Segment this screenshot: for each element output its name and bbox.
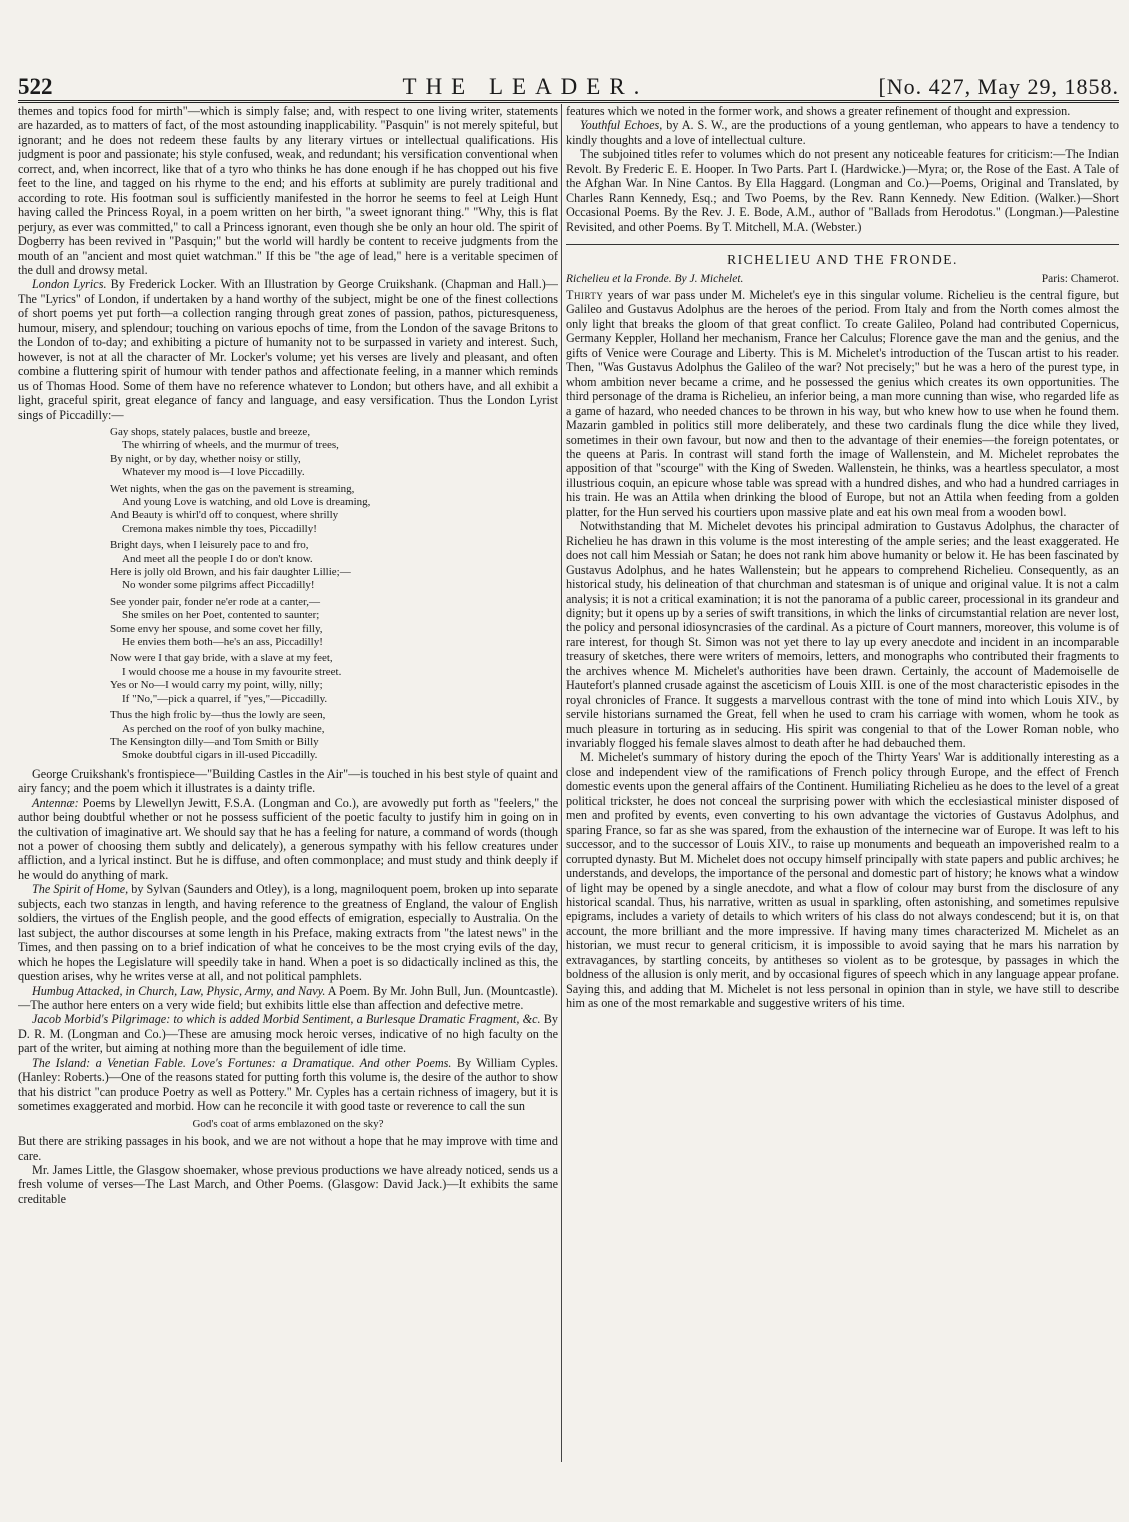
antennae-title: Antennæ:	[32, 795, 79, 810]
antennae-text: Poems by Llewellyn Jewitt, F.S.A. (Longman and Co.), are avowedly put forth as "feelers," the author being doubtful whether or not he possess sufficient of the poetic faculty to justify him in going on in the cultivation of imaginative art. We should say that he has a feeling for nature, a command of words (though not a power of choosing them subtly and delicately), a generous sympathy with his fellow creatures under affliction, and a lyrical instinct. But he is diffuse, and often commonplace; and must study and think deeply if he would do anything of mark.	[18, 795, 558, 882]
spirit-of-home-review	[18, 882, 558, 983]
london-lyrics-review	[18, 277, 558, 422]
poem-line: Some envy her spouse, and some covet her filly,	[110, 622, 323, 635]
james-little-review: Mr. James Little, the Glasgow shoemaker, whose previous productions we have already noticed, sends us a fresh volume of verses—The Last March, and Other Poems. (Glasgow: David Jack.)—It exhibits the same creditable	[18, 1162, 558, 1206]
poem-line: If "No,"—pick a quarrel, if "yes,"—Piccadilly.	[122, 692, 328, 705]
the-island-text: By William Cyples. (Hanley: Roberts.)—One of the reasons stated for putting forth this volume is, the desire of the author to show that his district "can produce Poetry as well as Pottery." Mr. Cyples has a certain richness of imagery, but it is sometimes exaggerated and morbid. How can he reconcile it with good taste or reverence to call the sun	[18, 1055, 558, 1114]
poem-line: Wet nights, when the gas on the pavement is streaming,	[110, 482, 355, 495]
antennae-review	[18, 796, 558, 883]
poem-line: Gay shops, stately palaces, bustle and breeze,	[110, 425, 311, 438]
london-lyrics-text: By Frederick Locker. With an Illustration by George Cruikshank. (Chapman and Hall.)—The "Lyrics" of London, if undertaken by a hand worthy of the subject, might be one of the finest collections of short poems yet put forth—a collection ranging through great zones of passion, pathos, picturesqueness, humour, misery, and splendour; touching on various epochs of time, from the London of the savage Britons to the London of to-day; and exhibiting a picture of humanity not to be surpassed in variety and interest. Such, however, is not at all the character of Mr. Locker's volume; yet his verses are lively and pleasant, and often combine a fluttering spirit of humour with tender pathos and affectionate feeling, in a manner which reminds us of Thomas Hood. Some of them have no reference whatever to London; but others have, and all exhibit a light, graceful spirit, great elegance of fancy and language, and easy versification. Thus the London Lyrist sings of Piccadilly:—	[18, 277, 558, 422]
page-number: 522	[18, 74, 53, 99]
poem-stanza	[110, 709, 558, 763]
poem-stanza	[110, 426, 558, 480]
poem-stanza	[110, 483, 558, 537]
london-lyrics-title: London Lyrics.	[32, 277, 107, 292]
poem-stanza	[110, 539, 558, 593]
poem-line: She smiles on her Poet, contented to saunter;	[122, 609, 320, 622]
poem-line: And Beauty is whirl'd off to conquest, where shrilly	[110, 509, 339, 522]
book-citation: Richelieu et la Fronde. By J. Michelet.	[566, 272, 744, 285]
youthful-echoes-title: Youthful Echoes,	[580, 118, 663, 133]
poem-line: Smoke doubtful cigars in ill-used Piccadilly.	[122, 749, 318, 762]
poem-line: Bright days, when I leisurely pace to and fro,	[110, 539, 309, 552]
humbug-review	[18, 984, 558, 1013]
newspaper-title: THE LEADER.	[402, 74, 649, 99]
richelieu-para-2: Notwithstanding that M. Michelet devotes his principal admiration to Gustavus Adolphus, the character of Richelieu he has drawn in this volume is the most interesting of the ample series; and the least exaggerated. He does not call him Messiah or Satan; he does not rank him above humanity or below it. He has been fascinated by Gustavus Adolphus, and he hates Wallenstein; but he appears to comprehend Richelieu. Consequently, as an historical study, his delineation of that churchman and statesman is of unique and original value. It is not a calm analysis; it is not a critical examination; it is not the panorama of a public career, processional in its grandeur and dignity; but it opens up by a series of swift transitions, in which the links of circumstantial relation are never lost, the policy and personal idiosyncrasies of the cardinal. As a picture of Court manners, moreover, this volume is of rare interest, for though St. Simon was not yet there to lay up every anecdote and incident in an incomparable treasury of sketches, there were writers of memoirs, letters, and monographs who contributed their fragments to the archives whence M. Michelet's authorities have been drawn. Certainly, the account of Mademoiselle de Hautefort's planned crusade against the asceticism of Louis XIII. is one of the most characteristic episodes in the royal chronicles of France. It suggests a marvellous contrast with the tone of mind into which Louis XIV., by servile historians surnamed the Great, fell when he used to cram his carriage with women, whom he took as much pleasure in torturing as in seducing. His spirit was congenial to that of the Lower Roman noble, who invariably flogged his female slaves almost to death after he had debauched them.	[566, 519, 1119, 751]
youthful-echoes-review	[566, 118, 1119, 147]
richelieu-para-3: M. Michelet's summary of history during the epoch of the Thirty Years' War is additionally interesting as a close and independent view of the ramifications of French policy through Europe, and the effect of French domestic events upon the general affairs of the Continent. Humiliating Richelieu as he does to the level of a great political trickster, he does not conceal the surprising power with which the ecclesiastical minister disposed of men and profited by events, even converting to his own advantage the victories of Gustavus Adolphus, and sparing France, so far as she was spared, from the exhaustion of the internecine war of Europe. It was left to his successor, and to the successor of Louis XIV., to raise up monuments and bequeath an impoverished realm to a corrupted dynasty. But M. Michelet does not occupy himself principally with state papers and public archives; he understands, and develops, the importance of the personal and domestic part of history; he knows what a window of light may be opened by a single anecdote, and what a flow of colour may burst from the disclosure of any historical scandal. Thus, his narrative, written as usual in sparkling, often astonishing, and sometimes repulsive epigrams, includes a variety of details to which writers of his class do not always condescend; but it is, on that account, the more brilliant and the more impressive. If having many times characterized M. Michelet as an historian, we must recur to general criticism, it is impossible to avoid saying that he mars his narration by extravagances, by startling conceits, by antitheses so violent as to be grotesque, by passages in which the boldness of the allusion is only merit, and by occasional figures of speech which in any language appear profane. Saying this, and adding that M. Michelet is not less personal in opinion than in style, we have still to describe him as one of the most remarkable and suggestive writers of his time.	[566, 750, 1119, 1011]
richelieu-para-1-text: years of war pass under M. Michelet's eye in this singular volume. Richelieu is the central figure, but Galileo and Gustavus Adolphus are the heroes of the period. From Italy and from the North comes almost the only light that breaks the gloom of that great conflict. To create Galileo, Poland had contributed Copernicus, Germany Keppler, Holland her mechanism, France her Calculus; Florence gave the man and the genius, and the gifts of Venice were Courage and Liberty. This is M. Michelet's introduction of the Tuscan artist to his reader. Then, "Was Gustavus Adolphus the Galileo of the war? Not precisely;" but he was a hero of the purest type, in whom ambition never became a crime, and he possessed the genius which creates its own opportunities. The third personage of the drama is Richelieu, an inferior being, a man more cunning than wise, who regarded life as a game of hazard, who needed chances to be thrown in his way, but who knew how to use when he found them. Mazarin gambled in politics still more deliberately, and these two cardinals flung the dice while they lived, sometimes in their own favour, but now and then to the advantage of their enemies—the foreign potentates, or the queens at Paris. In contrast will stand forth the image of Wallenstein, and M. Michelet reprobates the apposition of that "scourge" with the King of Sweden. Wallenstein, he thinks, was a heartless speculator, a most illustrious coquin, an epicure whose table was spread with a hundred dishes, and who had a hundred carriages in his train. He was an Attila when drinking the blood of Europe, but not an Attila when feeding from a golden platter, for the Hun served his courtiers upon massive plate and eat his own meal from a wooden bowl.	[566, 287, 1119, 519]
lead-word: Thirty	[566, 287, 604, 302]
pasquin-review-end: themes and topics food for mirth"—which is simply false; and, with respect to one living writer, statements are hazarded, as to matters of fact, of the most astounding inapplicability. "Pasquin" is not merely spiteful, but ignorant; and he does not redeem these faults by any literary virtues or intellectual qualifications. His judgment is poor and passionate; his style confused, weak, and redundant; his versification conventional when correct, and, when incorrect, like that of a tyro who thinks he has done enough if he has chopped out his five feet to the line, and tagged on his rhyme to the end; and his efforts at sublimity are purely traditional and according to rote. His footman soul is sufficiently manifested in the horror he seems to feel at Leigh Hunt having called the Princess Royal, in a poem written on her birth, "a sweet ignorant thing." "Why, this is flat perjury, as ever was committed," to call a Princess ignorant, even though she be only an hour old. The spirit of Dogberry has been revived in "Pasquin;" but the world will hardly be content to receive judgments from the mouth of an "ancient and most quiet watchman." If this be "the age of lead," here is a veritable specimen of the dull and drowsy metal.	[18, 104, 558, 277]
little-review-end: features which we noted in the former work, and shows a greater refinement of thought and expression.	[566, 104, 1071, 118]
article-heading: RICHELIEU AND THE FRONDE.	[727, 252, 958, 268]
poem-line: As perched on the roof of yon bulky machine,	[122, 722, 325, 735]
poem-line: See yonder pair, fonder ne'er rode at a canter,—	[110, 595, 320, 608]
spirit-of-home-title: The Spirit of Home,	[32, 882, 129, 897]
the-island-title: The Island: a Venetian Fable. Love's Fortunes: a Dramatique. And other Poems.	[32, 1055, 452, 1070]
right-column	[566, 104, 1119, 1462]
left-column	[18, 104, 558, 1462]
poem-line: Here is jolly old Brown, and his fair daughter Lillie;—	[110, 566, 351, 579]
column-divider	[561, 104, 562, 1462]
poem-line: Cremona makes nimble thy toes, Piccadilly!	[122, 522, 317, 535]
poem-line: No wonder some pilgrims affect Piccadilly!	[122, 579, 315, 592]
poem-line: Yes or No—I would carry my point, willy, nilly;	[110, 679, 323, 692]
poem-line: I would choose me a house in my favourite street.	[122, 665, 342, 678]
quoted-line: God's coat of arms emblazoned on the sky?	[192, 1117, 384, 1130]
poem-line: The whirring of wheels, and the murmur of trees,	[122, 439, 339, 452]
poem-line: By night, or by day, whether noisy or stilly,	[110, 452, 301, 465]
cyples-conclusion: But there are striking passages in his book, and we are not without a hope that he may improve with time and care.	[18, 1134, 558, 1163]
spirit-of-home-text: by Sylvan (Saunders and Otley), is a long, magniloquent poem, broken up into separate subjects, each two stanzas in length, and having reference to the greatness of England, the valour of English soldiers, the virtues of the English people, and the good effects of emigration, especially to Australia. On the last subject, the author discourses at some length in his Preface, making extracts from "the latest news" in the Times, and then passing on to a brief indication of what he conceives to be the most crying evils of the day, which he hopes the Legislature will speedily take in hand. When a poet is so didactically inclined as this, the question arises, why he writes verse at all, and not political pamphlets.	[18, 882, 558, 984]
subjoined-titles: The subjoined titles refer to volumes which do not present any noticeable features for criticism:—The Indian Revolt. By Frederic E. E. Hooper. In Two Parts. Part I. (Hardwicke.)—Myra; or, the Rose of the East. A Tale of the Afghan War. In Nine Cantos. By Ella Haggard. (Longman and Co.)—Poems, Original and Translated, by Charles Rann Kennedy, Esq.; and Two Poems, by the Rev. Rann Kennedy. New Edition. (Walker.)—Short Occasional Poems. By the Rev. J. E. Bode, A.M., author of "Ballads from Herodotus." (Longman.)—Palestine Revisited, and other Poems. By T. Mitchell, M.A. (Webster.)	[566, 147, 1119, 234]
richelieu-para-1	[566, 288, 1119, 519]
jacob-morbid-title: Jacob Morbid's Pilgrimage: to which is added Morbid Sentiment, a Burlesque Dramatic Fragment, &c.	[32, 1012, 541, 1027]
poem-line: And meet all the people I do or don't know.	[122, 552, 313, 565]
article-subline	[566, 272, 1119, 286]
poem-line: Whatever my mood is—I love Piccadilly.	[122, 466, 305, 479]
issue-info: [No. 427, May 29, 1858.	[878, 74, 1119, 99]
header-rule	[18, 100, 1119, 103]
poem-line: He envies them both—he's an ass, Piccadilly!	[122, 636, 323, 649]
youthful-echoes-text: by A. S. W., are the productions of a young gentleman, who appears to have a tendency to kindly thoughts and a love of intellectual culture.	[566, 118, 1119, 147]
poem-line: The Kensington dilly—and Tom Smith or Billy	[110, 735, 319, 748]
poem-line: Thus the high frolic by—thus the lowly are seen,	[110, 709, 326, 722]
cruikshank-note: George Cruikshank's frontispiece—"Building Castles in the Air"—is touched in his best style of quaint and airy fancy; and the poem which it illustrates is a dainty trifle.	[18, 766, 558, 796]
poem-line: And young Love is watching, and old Love is dreaming,	[122, 496, 371, 508]
jacob-morbid-text: By D. R. M. (Longman and Co.)—These are amusing mock heroic verses, indicative of no high faculty on the part of the writer, but aiming at nothing more than the beguilement of idle time.	[18, 1012, 558, 1056]
humbug-text: A Poem. By Mr. John Bull, Jun. (Mountcastle).—The author here enters on a very wide field; but exhibits little else than affection and defective metre.	[18, 983, 558, 1012]
piccadilly-poem	[18, 426, 558, 763]
poem-line: Now were I that gay bride, with a slave at my feet,	[110, 652, 333, 665]
section-separator	[566, 244, 1119, 245]
poem-stanza	[110, 652, 558, 706]
humbug-title: Humbug Attacked, in Church, Law, Physic, Army, and Navy.	[32, 983, 326, 998]
jacob-morbid-review	[18, 1012, 558, 1055]
the-island-review	[18, 1056, 558, 1114]
publisher: Paris: Chamerot.	[1041, 272, 1119, 285]
poem-stanza	[110, 596, 558, 650]
